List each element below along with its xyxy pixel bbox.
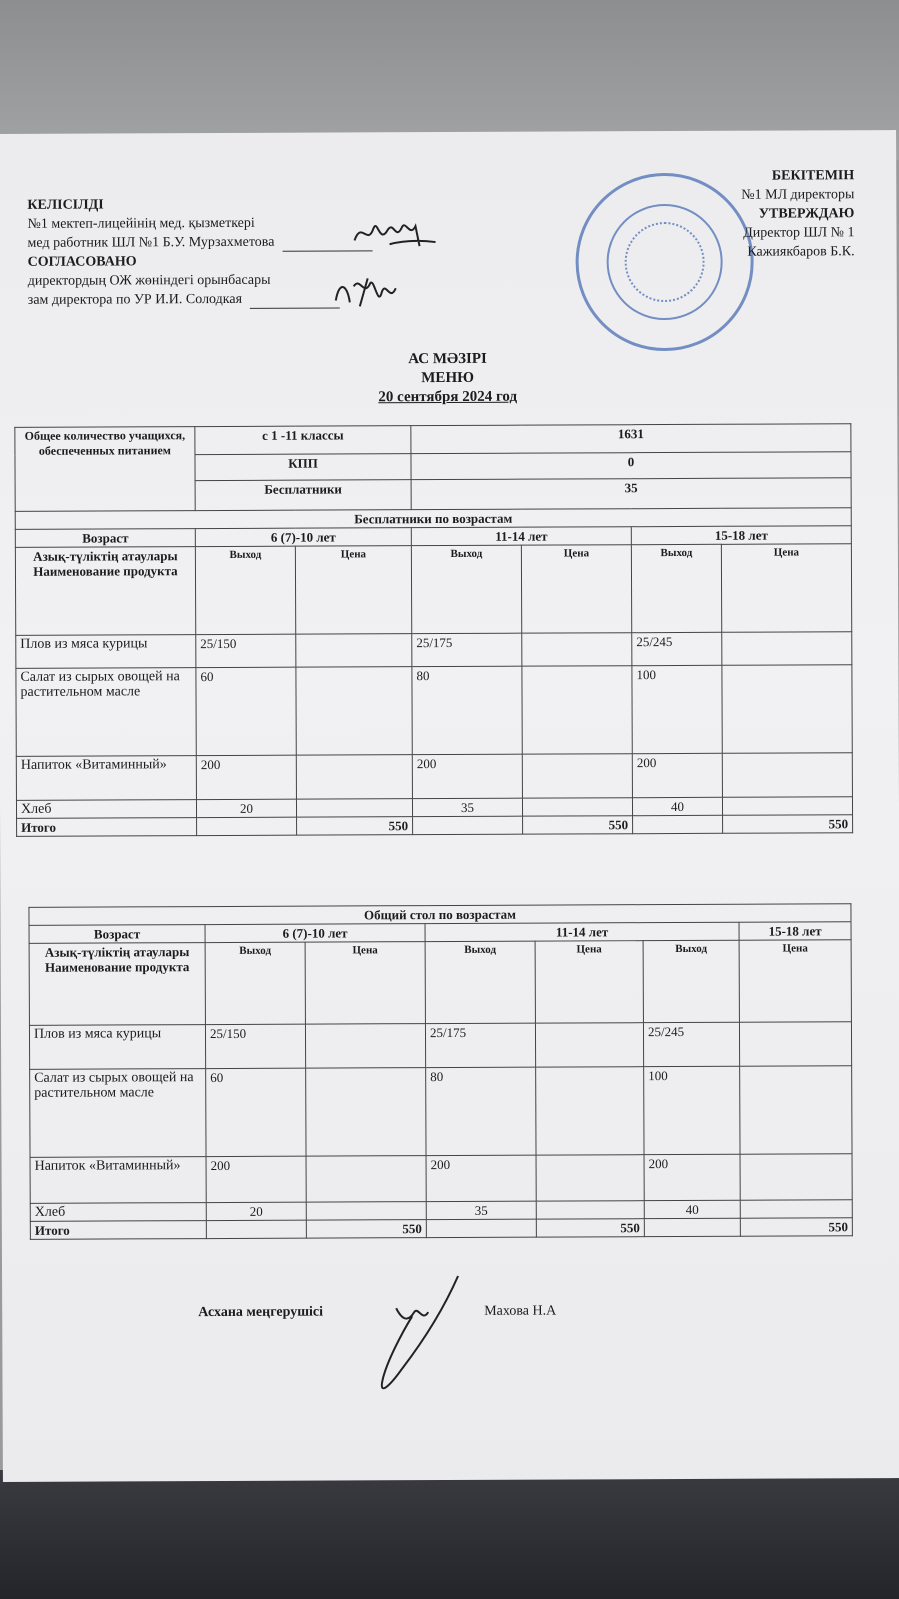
title-ru: МЕНЮ bbox=[421, 369, 475, 387]
agreed-line-1: №1 мектеп-лицейінің мед. қызметкері bbox=[27, 215, 255, 232]
approve-ru: УТВЕРЖДАЮ bbox=[758, 206, 855, 222]
output-value: 60 bbox=[196, 667, 296, 755]
agreed-kz: КЕЛІСІЛДІ bbox=[27, 197, 104, 213]
age-label: Возраст bbox=[15, 529, 195, 548]
agreed-line-4: зам директора по УР И.И. Солодкая bbox=[27, 291, 243, 308]
signature-canteen-head bbox=[372, 1272, 483, 1402]
total-value: 550 bbox=[723, 815, 853, 834]
total-value: 550 bbox=[297, 817, 413, 836]
total-value: 550 bbox=[740, 1218, 852, 1236]
agreed-ru: СОГЛАСОВАНО bbox=[27, 254, 137, 270]
table-row bbox=[30, 1154, 852, 1204]
output-value: 40 bbox=[632, 797, 722, 815]
output-value: 25/245 bbox=[643, 1022, 739, 1066]
product-name: Плов из мяса курицы bbox=[29, 1025, 205, 1070]
approve-line-3: Кажиякбаров Б.К. bbox=[747, 244, 855, 260]
table-row bbox=[16, 753, 852, 801]
signature-medic bbox=[349, 210, 439, 254]
product-name: Хлеб bbox=[30, 1203, 206, 1222]
signature-line bbox=[250, 294, 340, 308]
table-row bbox=[29, 1022, 851, 1070]
output-value: 200 bbox=[412, 754, 522, 798]
summary-row-label: с 1 -11 классы bbox=[195, 426, 411, 455]
table-row bbox=[16, 632, 852, 669]
canteen-head-role: Асхана меңгерушісі bbox=[198, 1304, 324, 1321]
summary-row-value: 35 bbox=[411, 478, 851, 510]
output-value: 200 bbox=[644, 1154, 740, 1200]
summary-row-label: КПП bbox=[195, 454, 411, 481]
summary-row-value: 0 bbox=[411, 452, 851, 480]
summary-row-value: 1631 bbox=[411, 424, 851, 454]
col-output: Выход bbox=[205, 942, 305, 1024]
product-name: Плов из мяса курицы bbox=[16, 635, 196, 669]
product-header: Азық-түліктің атаулары Наименование продукта bbox=[15, 547, 195, 636]
title-date: 20 сентября 2024 год bbox=[378, 388, 518, 406]
free-meals-table bbox=[14, 423, 853, 837]
col-output: Выход bbox=[425, 941, 535, 1023]
output-value: 25/175 bbox=[412, 633, 522, 666]
output-value: 20 bbox=[206, 1202, 306, 1220]
age-label: Возраст bbox=[29, 925, 205, 944]
document-title bbox=[0, 348, 897, 409]
output-value: 80 bbox=[426, 1067, 536, 1155]
age-group: 11-14 лет bbox=[411, 527, 631, 546]
general-table-title: Общий стол по возрастам bbox=[29, 904, 851, 926]
age-group: 6 (7)-10 лет bbox=[195, 528, 411, 547]
output-value: 80 bbox=[412, 666, 522, 754]
output-value: 25/150 bbox=[205, 1024, 305, 1068]
product-name: Салат из сырых овощей на растительном масле bbox=[30, 1069, 206, 1158]
col-output: Выход bbox=[195, 546, 295, 634]
summary-label: Общее количество учащихся, обеспеченных питанием bbox=[15, 427, 195, 512]
output-value: 35 bbox=[412, 798, 522, 816]
output-value: 25/245 bbox=[632, 632, 722, 665]
output-value: 40 bbox=[644, 1200, 740, 1218]
header-approve-block bbox=[554, 166, 854, 262]
menu-document bbox=[0, 130, 899, 1482]
product-name: Напиток «Витаминный» bbox=[16, 756, 196, 801]
col-price: Цена bbox=[535, 941, 643, 1023]
output-value: 100 bbox=[644, 1066, 740, 1154]
output-value: 100 bbox=[632, 665, 722, 753]
signature-deputy bbox=[330, 266, 410, 318]
col-output: Выход bbox=[631, 544, 721, 632]
col-price: Цена bbox=[521, 545, 631, 633]
total-label: Итого bbox=[17, 818, 197, 837]
output-value: 200 bbox=[426, 1155, 536, 1201]
col-price: Цена bbox=[295, 546, 411, 635]
age-group: 11-14 лет bbox=[425, 922, 739, 941]
table-row bbox=[16, 665, 852, 757]
col-output: Выход bbox=[643, 940, 739, 1022]
output-value: 60 bbox=[206, 1068, 306, 1156]
approve-kz: БЕКІТЕМІН bbox=[771, 168, 855, 184]
canteen-head-name: Махова Н.А bbox=[484, 1303, 557, 1319]
age-group: 6 (7)-10 лет bbox=[205, 924, 425, 943]
product-name: Хлеб bbox=[16, 800, 196, 819]
col-price: Цена bbox=[305, 942, 425, 1025]
approve-line-2: Директор ШЛ № 1 bbox=[743, 225, 855, 241]
col-output: Выход bbox=[411, 545, 521, 633]
total-value: 550 bbox=[306, 1220, 426, 1239]
output-value: 200 bbox=[206, 1156, 306, 1202]
free-table-title: Бесплатники по возрастам bbox=[15, 508, 851, 530]
total-row bbox=[17, 815, 853, 837]
output-value: 20 bbox=[196, 799, 296, 817]
product-name: Напиток «Витаминный» bbox=[30, 1157, 206, 1204]
general-meals-table bbox=[28, 903, 853, 1240]
agreed-line-2: мед работник ШЛ №1 Б.У. Мурзахметова bbox=[27, 234, 275, 251]
output-value: 200 bbox=[632, 753, 722, 797]
total-label: Итого bbox=[30, 1221, 206, 1240]
col-price: Цена bbox=[721, 544, 851, 633]
col-price: Цена bbox=[739, 940, 851, 1022]
output-value: 25/150 bbox=[196, 634, 296, 667]
output-value: 25/175 bbox=[425, 1023, 535, 1067]
product-name: Салат из сырых овощей на растительном масле bbox=[16, 668, 196, 757]
total-value: 550 bbox=[523, 816, 633, 834]
background-bottom bbox=[0, 1470, 899, 1599]
total-value: 550 bbox=[536, 1219, 644, 1237]
product-header: Азық-түліктің атаулары Наименование продукта bbox=[29, 943, 205, 1026]
output-value: 35 bbox=[426, 1201, 536, 1219]
summary-row-label: Бесплатники bbox=[195, 480, 411, 511]
title-kz: АС МӘЗІРІ bbox=[408, 350, 487, 368]
table-row bbox=[30, 1066, 852, 1158]
age-group: 15-18 лет bbox=[631, 526, 851, 545]
agreed-line-3: директордың ОЖ жөніндегі орынбасары bbox=[27, 272, 271, 289]
total-row bbox=[30, 1218, 852, 1240]
age-group: 15-18 лет bbox=[739, 922, 851, 940]
output-value: 200 bbox=[196, 755, 296, 799]
approve-line-1: №1 МЛ директоры bbox=[741, 187, 855, 203]
